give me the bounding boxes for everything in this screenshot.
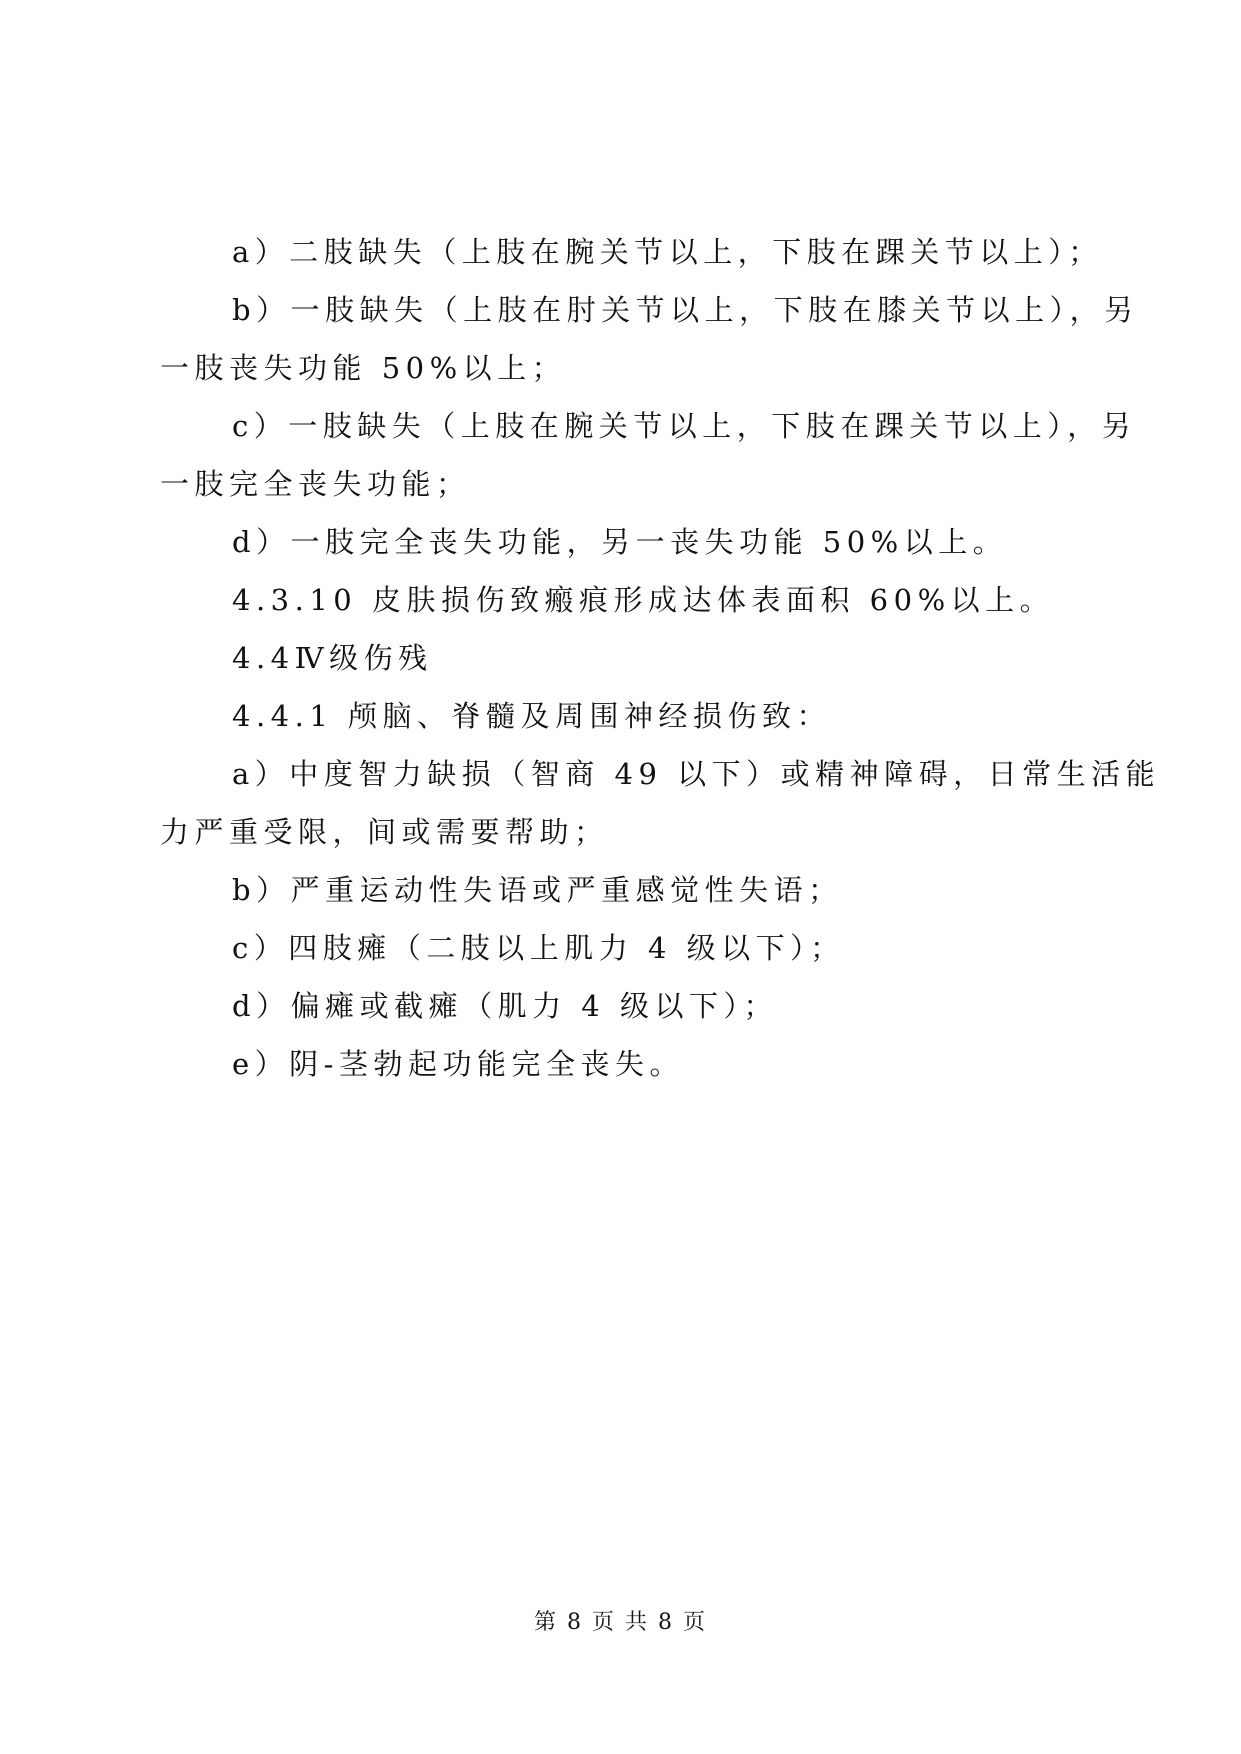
paragraph-line: c）四肢瘫（二肢以上肌力 4 级以下）； <box>232 931 845 965</box>
paragraph-line: b）严重运动性失语或严重感觉性失语； <box>232 873 843 907</box>
paragraph-line: d）偏瘫或截瘫（肌力 4 级以下）； <box>232 989 778 1023</box>
paragraph-line: 4.3.10 皮肤损伤致瘢痕形成达体表面积 60%以上。 <box>232 583 1055 617</box>
paragraph-line: 一肢完全丧失功能； <box>160 467 471 501</box>
section-heading: 4.4Ⅳ级伤残 <box>232 641 433 675</box>
paragraph-line: e）阴-茎勃起功能完全丧失。 <box>232 1047 684 1081</box>
paragraph-line: 一肢丧失功能 50%以上； <box>160 351 567 385</box>
paragraph-line: c）一肢缺失（上肢在腕关节以上，下肢在踝关节以上），另 <box>232 409 1137 443</box>
paragraph-line: b）一肢缺失（上肢在肘关节以上，下肢在膝关节以上），另 <box>232 293 1139 327</box>
paragraph-line: a）中度智力缺损（智商 49 以下）或精神障碍，日常生活能 <box>232 757 1161 791</box>
paragraph-line: 力严重受限，间或需要帮助； <box>160 815 609 849</box>
page-number-footer: 第 8 页 共 8 页 <box>534 1610 707 1635</box>
paragraph-line: d）一肢完全丧失功能，另一丧失功能 50%以上。 <box>232 525 1008 559</box>
paragraph-line: 4.4.1 颅脑、脊髓及周围神经损伤致： <box>232 699 832 733</box>
paragraph-line: a）二肢缺失（上肢在腕关节以上，下肢在踝关节以上）； <box>232 235 1103 269</box>
